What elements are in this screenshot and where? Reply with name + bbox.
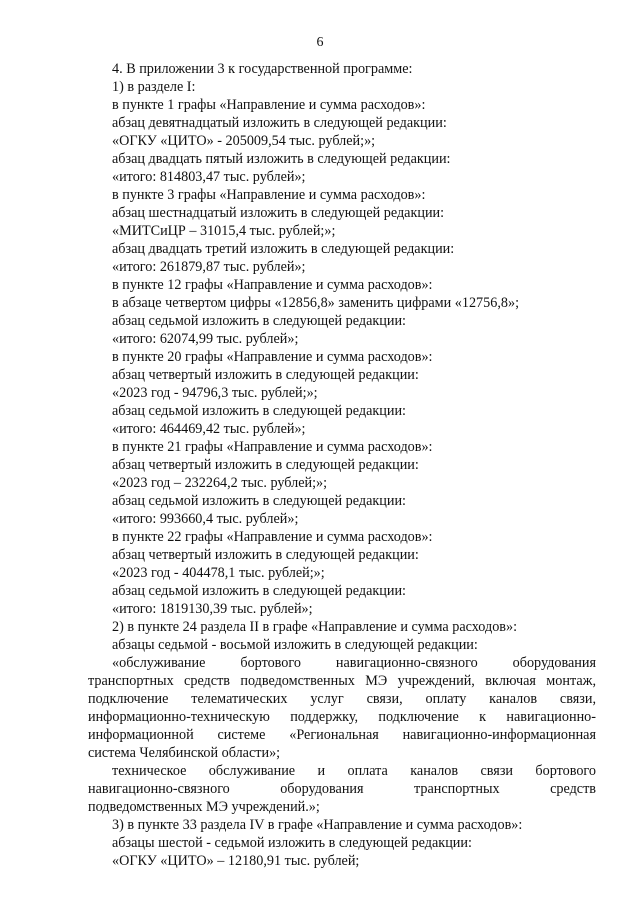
text-line: «2023 год - 404478,1 тыс. рублей;»;: [112, 565, 325, 581]
text-line: абзац девятнадцатый изложить в следующей редакции:: [112, 115, 447, 131]
text-line: абзац четвертый изложить в следующей редакции:: [112, 547, 419, 563]
paragraph-line: техническое обслуживание и оплата каналов связи бортового: [112, 763, 596, 779]
paragraph-line: транспортных средств подведомственных МЭ учреждений, включая монтаж,: [88, 673, 596, 689]
text-line: абзац четвертый изложить в следующей редакции:: [112, 457, 419, 473]
text-line: абзац седьмой изложить в следующей редакции:: [112, 493, 407, 509]
paragraph-service-description: [88, 654, 596, 762]
paragraph-line: навигационно-связного оборудования транспортных средств: [88, 781, 596, 797]
text-line: «итого: 62074,99 тыс. рублей»;: [112, 331, 299, 347]
text-line: «итого: 261879,87 тыс. рублей»;: [112, 259, 306, 275]
text-line: «итого: 993660,4 тыс. рублей»;: [112, 511, 299, 527]
text-line: 4. В приложении 3 к государственной программе:: [112, 61, 413, 77]
paragraph-line: «обслуживание бортового навигационно-связного оборудования: [112, 655, 596, 671]
paragraph-line: информационной системе «Региональная навигационно-информационная: [88, 727, 596, 743]
text-line: абзац шестнадцатый изложить в следующей редакции:: [112, 205, 445, 221]
text-line: «2023 год - 94796,3 тыс. рублей;»;: [112, 385, 318, 401]
text-line: абзацы седьмой - восьмой изложить в следующей редакции:: [112, 637, 478, 653]
text-line: в пункте 1 графы «Направление и сумма расходов»:: [112, 97, 426, 113]
text-line: абзац седьмой изложить в следующей редакции:: [112, 313, 407, 329]
paragraph-line: система Челябинской области»;: [88, 745, 281, 761]
document-body: [88, 60, 596, 870]
text-line: в пункте 20 графы «Направление и сумма расходов»:: [112, 349, 433, 365]
paragraph-line: информационно-техническую поддержку, подключение к навигационно-: [88, 709, 596, 725]
paragraph-line: подведомственных МЭ учреждений.»;: [88, 799, 320, 815]
text-line: абзацы шестой - седьмой изложить в следующей редакции:: [112, 835, 472, 851]
text-line: 2) в пункте 24 раздела II в графе «Направление и сумма расходов»:: [112, 619, 518, 635]
text-line: «итого: 464469,42 тыс. рублей»;: [112, 421, 306, 437]
text-line: в пункте 22 графы «Направление и сумма расходов»:: [112, 529, 433, 545]
text-line: абзац четвертый изложить в следующей редакции:: [112, 367, 419, 383]
text-line: абзац седьмой изложить в следующей редакции:: [112, 583, 407, 599]
paragraph-line: подключение телематических услуг связи, оплату каналов связи,: [88, 691, 596, 707]
text-line: в пункте 21 графы «Направление и сумма расходов»:: [112, 439, 433, 455]
text-line: «МИТСиЦР – 31015,4 тыс. рублей;»;: [112, 223, 336, 239]
text-line: 1) в разделе I:: [112, 79, 196, 95]
paragraph-maintenance: [88, 762, 596, 816]
text-line: в пункте 3 графы «Направление и сумма расходов»:: [112, 187, 426, 203]
text-line: абзац седьмой изложить в следующей редакции:: [112, 403, 407, 419]
text-line: «ОГКУ «ЦИТО» - 205009,54 тыс. рублей;»;: [112, 133, 376, 149]
text-line: «итого: 814803,47 тыс. рублей»;: [112, 169, 306, 185]
text-line: абзац двадцать третий изложить в следующей редакции:: [112, 241, 455, 257]
text-line: абзац двадцать пятый изложить в следующей редакции:: [112, 151, 451, 167]
text-line: в пункте 12 графы «Направление и сумма расходов»:: [112, 277, 433, 293]
page-number: 6: [316, 35, 324, 50]
text-line: в абзаце четвертом цифры «12856,8» заменить цифрами «12756,8»;: [112, 295, 520, 311]
text-line: «ОГКУ «ЦИТО» – 12180,91 тыс. рублей;: [112, 853, 360, 869]
text-line: 3) в пункте 33 раздела IV в графе «Направление и сумма расходов»:: [112, 817, 523, 833]
text-line: «итого: 1819130,39 тыс. рублей»;: [112, 601, 313, 617]
text-line: «2023 год – 232264,2 тыс. рублей;»;: [112, 475, 328, 491]
